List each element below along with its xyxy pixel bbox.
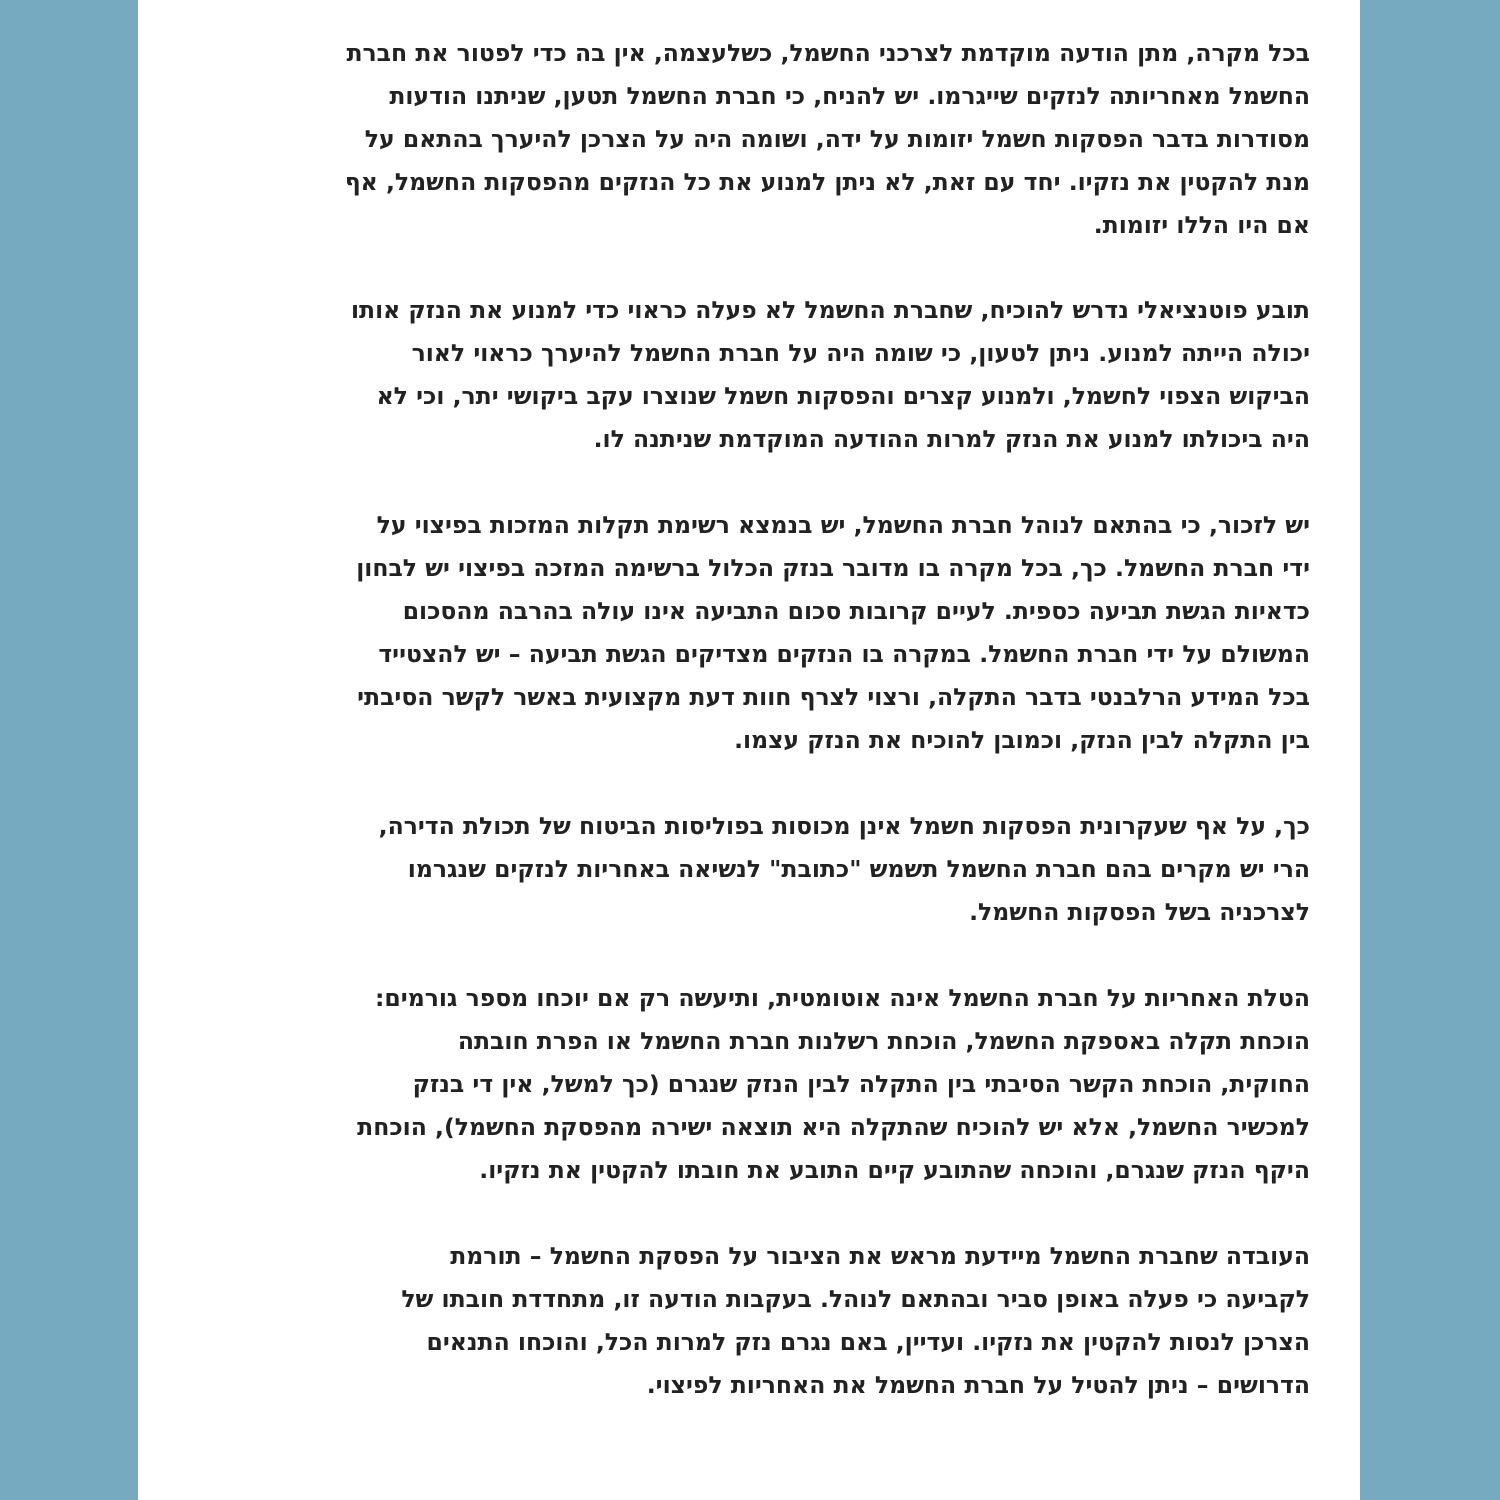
paragraph-insurance	[210, 805, 1310, 934]
text-line: לקביעה כי פעלה באופן סביר ובהתאם לנוהל. בעקבות הודעה זו, מתחדדת חובתו של	[401, 1285, 1310, 1313]
text-line: החוקית, הוכחת הקשר הסיבתי בין התקלה לבין הנזק שנגרם (כך למשל, אין די בנזק	[412, 1070, 1310, 1098]
document-page	[138, 0, 1360, 1500]
text-line: החשמל מאחריותה לנזקים שייגרמו. יש להניח, כי חברת החשמל תטען, שניתנו הודעות	[389, 82, 1310, 110]
text-line: הביקוש הצפוי לחשמל, ולמנוע קצרים והפסקות חשמל שנוצרו עקב ביקושי יתר, וכי לא	[376, 382, 1310, 410]
text-line: תובע פוטנציאלי נדרש להוכיח, שחברת החשמל לא פעלה כראוי כדי למנוע את הנזק אותו	[350, 296, 1310, 324]
text-line: למכשיר החשמל, אלא יש להוכיח שהתקלה היא תוצאה ישירה מהפסקת החשמל), הוכחת	[357, 1113, 1310, 1141]
document-text	[210, 32, 1310, 1407]
text-line: כדאיות הגשת תביעה כספית. לעיים קרובות סכום התביעה אינו עולה בהרבה מהסכום	[402, 597, 1310, 625]
text-line: יש לזכור, כי בהתאם לנוהל חברת החשמל, יש בנמצא רשימת תקלות המזכות בפיצוי על	[376, 511, 1310, 539]
text-line: יכולה הייתה למנוע. ניתן לטעון, כי שומה היה על חברת החשמל להיערך כראוי לאור	[411, 339, 1310, 367]
text-line: הטלת האחריות על חברת החשמל אינה אוטומטית, ותיעשה רק אם יוכחו מספר גורמים:	[375, 984, 1310, 1012]
paragraph-liability-conditions	[210, 977, 1310, 1192]
text-line: הדרושים – ניתן להטיל על חברת החשמל את האחריות לפיצוי.	[646, 1371, 1310, 1399]
text-line: היקף הנזק שנגרם, והוכחה שהתובע קיים התובע את חובתו להקטין את נזקיו.	[479, 1156, 1310, 1184]
text-line: בין התקלה לבין הנזק, וכמובן להוכיח את הנזק עצמו.	[734, 726, 1310, 754]
text-line: מסודרות בדבר הפסקות חשמל יזומות על ידה, ושומה היה על הצרכן להיערך בהתאם על	[364, 125, 1310, 153]
text-line: הצרכן לנסות להקטין את נזקיו. ועדיין, באם נגרם נזק למרות הכל, והוכחו התנאים	[426, 1328, 1310, 1356]
text-line: כך, על אף שעקרונית הפסקות חשמל אינן מכוסות בפוליסות הביטוח של תכולת הדירה,	[378, 812, 1310, 840]
text-line: בכל מקרה, מתן הודעה מוקדמת לצרכני החשמל, כשלעצמה, אין בה כדי לפטור את חברת	[346, 39, 1310, 67]
text-line: העובדה שחברת החשמל מיידעת מראש את הציבור על הפסקת החשמל – תורמת	[450, 1242, 1310, 1270]
text-line: לצרכניה בשל הפסקות החשמל.	[969, 898, 1310, 926]
text-line: מנת להקטין את נזקיו. יחד עם זאת, לא ניתן למנוע את כל הנזקים מהפסקות החשמל, אף	[344, 168, 1310, 196]
paragraph-conclusion	[210, 1235, 1310, 1407]
text-line: הוכחת תקלה באספקת החשמל, הוכחת רשלנות חברת החשמל או הפרת חובתה	[457, 1027, 1310, 1055]
text-line: בכל המידע הרלבנטי בדבר התקלה, ורצוי לצרף חוות דעת מקצועית באשר לקשר הסיבתי	[357, 683, 1310, 711]
text-line: היה ביכולתו למנוע את הנזק למרות ההודעה המוקדמת שניתנה לו.	[593, 425, 1310, 453]
text-line: הרי יש מקרים בהם חברת החשמל תשמש "כתובת" לנשיאה באחריות לנזקים שנגרמו	[407, 855, 1310, 883]
text-line: המשולם על ידי חברת החשמל. במקרה בו הנזקים מצדיקים הגשת תביעה – יש להצטייד	[378, 640, 1310, 668]
paragraph-burden-of-proof	[210, 289, 1310, 461]
paragraph-compensation-list	[210, 504, 1310, 762]
paragraph-advance-notice	[210, 32, 1310, 247]
text-line: ידי חברת החשמל. כך, בכל מקרה בו מדובר בנזק הכלול ברשימה המזכה בפיצוי יש לבחון	[356, 554, 1310, 582]
text-line: אם היו הללו יזומות.	[1093, 211, 1310, 239]
